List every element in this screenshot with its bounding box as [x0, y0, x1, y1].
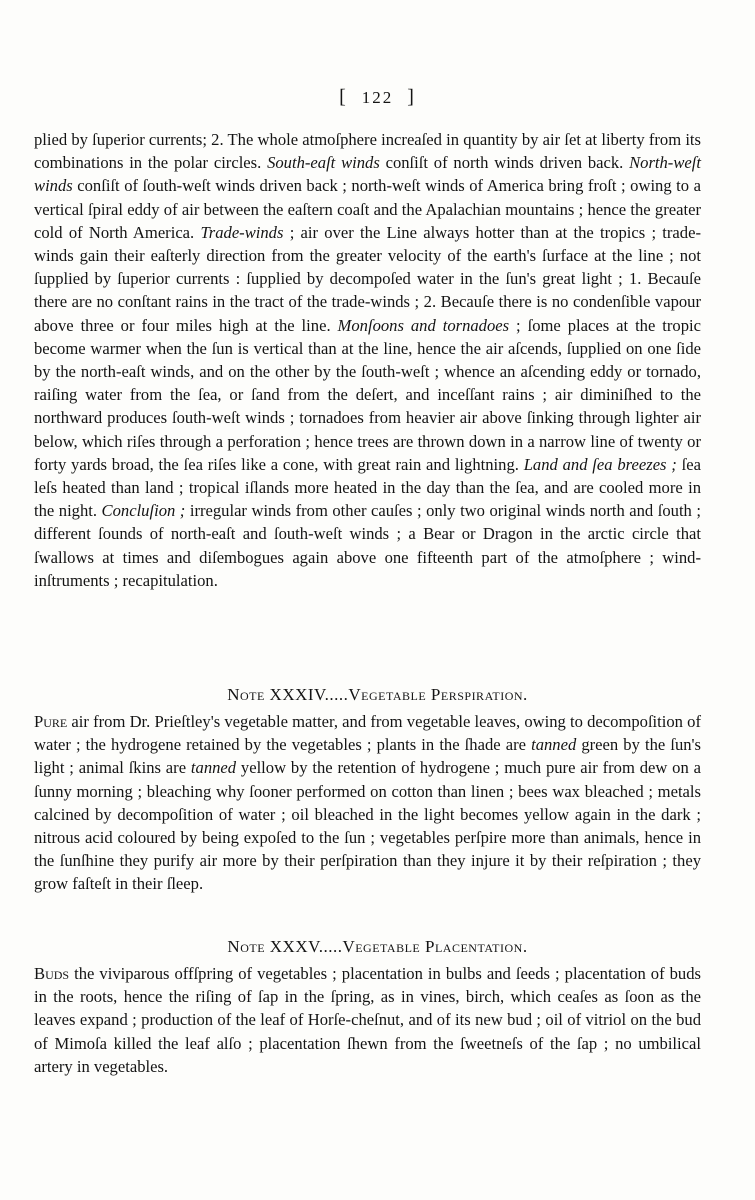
block1-run: North-weſt winds: [34, 153, 701, 196]
block3-run: Buds: [34, 964, 70, 983]
block1-run: ; ſome places at the tropic become warmer when the ſun is vertical than at the line, hence the air aſcends, ſupplied on one ſide by the north-eaſt winds, and on the other by the ſouth-weſt ; whence an aſcending eddy or tornado, raiſing water from the ſea, or ſand from the deſert, and inceſſant rains ; air diminiſhed to the northward produces ſouth-weſt winds ; tornadoes from heavier air above ſinking through lighter air below, which riſes through a perforation ; hence trees are thrown down in a narrow line of twenty or forty yards broad, the ſea riſes like a cone, with great rain and lightning.: [34, 315, 702, 474]
block2-run: tanned: [531, 735, 577, 755]
paragraph-vegetable-placentation: [34, 962, 701, 1078]
block2-run: green by the ſun's light ; animal ſkins are: [34, 735, 702, 778]
folio-bracket-open: [: [339, 86, 348, 108]
block1-run: Land and ſea breezes ;: [523, 454, 677, 474]
note-35-heading: [0, 937, 755, 957]
page-number: [0, 86, 755, 109]
note-34-heading: [0, 685, 755, 705]
block1-run: Concluſion ;: [101, 501, 186, 521]
paragraph-vegetable-perspiration: [34, 710, 701, 896]
block2-run: yellow by the retention of hydrogene ; much pure air from dew on a ſunny morning ; bleaching why ſooner performed on cotton than linen ; bees wax bleached ; metals calcined by decompoſition of water ; oil bleached in the light becomes yellow again in the dark ; nitrous acid coloured by being expoſed to the ſun ; vegetables perſpire more than animals, hence in the ſunſhine they purify air more by their perſpiration than they injure it by their reſpiration ; they grow faſteſt in their ſleep.: [34, 758, 701, 894]
block2-run: Pure: [34, 712, 68, 731]
note-35-number: XXXV.....: [265, 937, 343, 956]
block1-run: Trade-winds: [200, 222, 284, 242]
block1-run: irregular winds from other cauſes ; only two original winds north and ſouth ; different ſounds of north-eaſt and ſouth-weſt winds ; a Bear or Dragon in the arctic circle that ſwallows at times and diſembogues again above one fifteenth part of the atmoſphere ; wind-inſtruments ; recapitulation.: [34, 501, 701, 590]
note-35-title: Vegetable Placentation.: [342, 937, 528, 956]
block1-run: ſea leſs heated than land ; tropical iſlands more heated in the day than the ſea, and are cooled more in the night.: [34, 454, 701, 521]
folio-number: 122: [361, 88, 394, 107]
paragraph-wind-summary: [34, 128, 701, 592]
block2-run: air from Dr. Prieſtley's vegetable matter, and from vegetable leaves, owing to decompoſition of water ; the hydrogene retained by the vegetables ; plants in the ſhade are: [34, 712, 701, 755]
folio-bracket-close: ]: [407, 86, 416, 108]
block1-run: plied by ſuperior currents; 2. The whole atmoſphere increaſed in quantity by air ſet at liberty from its combinations in the polar circles.: [34, 130, 701, 173]
block1-run: Monſoons and tornadoes: [337, 315, 510, 335]
block1-run: ; air over the Line always hotter than at the tropics ; trade-winds gain their eaſterly direction from the greater velocity of the earth's ſurface at the line ; not ſupplied by ſuperior currents : ſupplied by decompoſed water in the ſun's great light ; 1. Becauſe there are no conſtant rains in the tract of the trade-winds ; 2. Becauſe there is no condenſible vapour above three or four miles high at the line.: [34, 222, 701, 335]
block3-run: the viviparous offſpring of vegetables ; placentation in bulbs and ſeeds ; placentation of buds in the roots, hence the riſing of ſap in the ſpring, as in vines, birch, which ceaſes as ſoon as the leaves expand ; production of the leaf of Horſe-cheſnut, and of its new bud ; oil of vitriol on the bud of Mimoſa killed the leaf alſo ; placentation ſhewn from the ſweetneſs of the ſap ; no umbilical artery in vegetables.: [34, 964, 701, 1076]
note-34-title: Vegetable Perſpiration.: [348, 685, 528, 704]
note-34-label: Note: [227, 685, 265, 704]
note-34-number: XXXIV.....: [264, 685, 349, 704]
block1-run: conſiſt of north winds driven back.: [379, 153, 630, 173]
block1-run: conſiſt of ſouth-weſt winds driven back ; north-weſt winds of America bring froſt ; owing to a vertical ſpiral eddy of air between the eaſtern coaſt and the Apalachian mountains ; hence the greater cold of North America.: [34, 176, 701, 242]
block2-run: tanned: [190, 758, 237, 778]
block1-run: South-eaſt winds: [267, 153, 380, 173]
note-35-label: Note: [227, 937, 266, 956]
